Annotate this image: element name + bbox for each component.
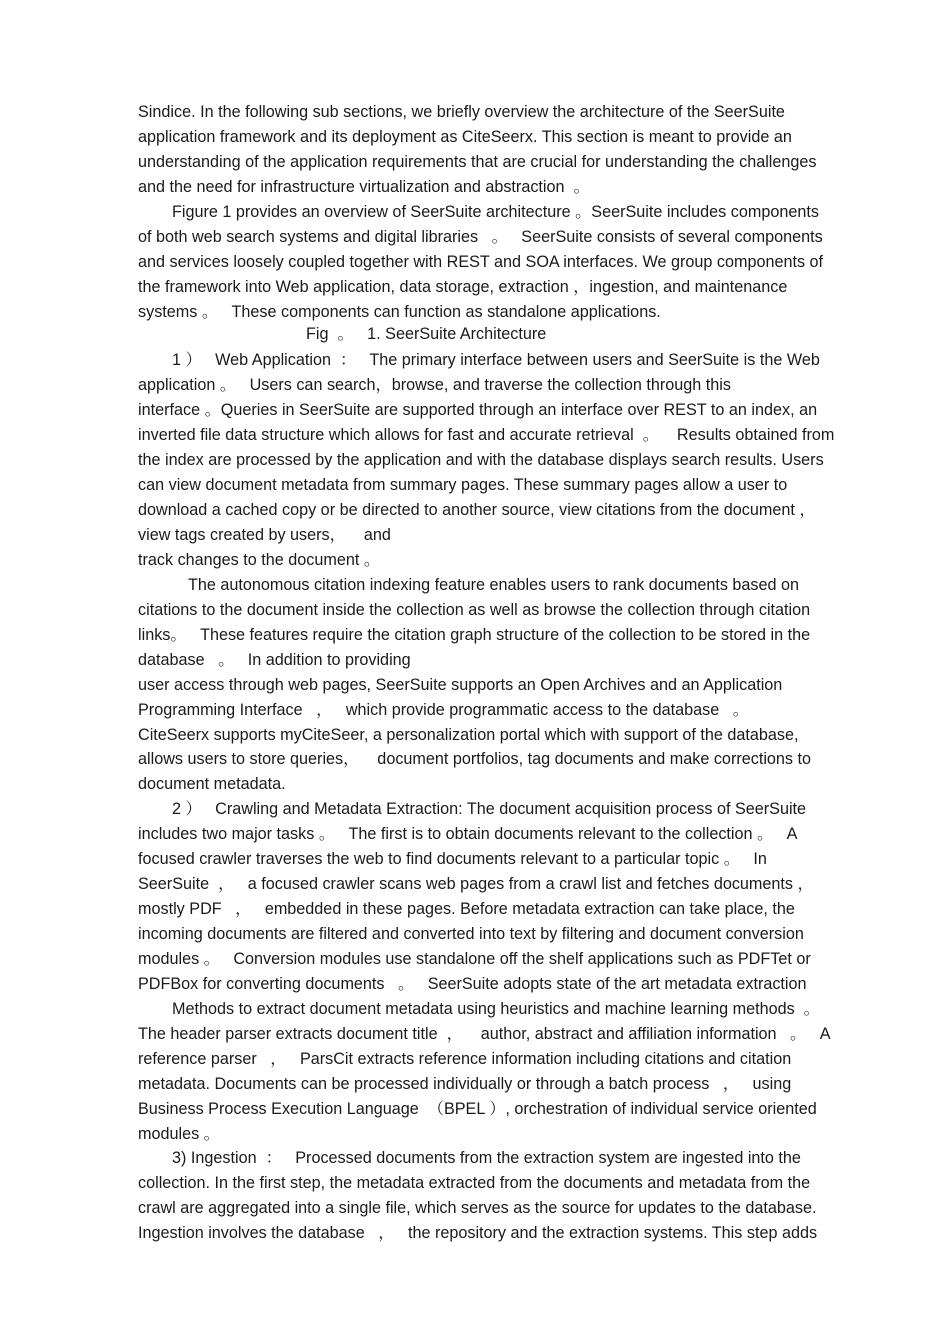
text-line: mostly PDF ， embedded in these pages. Before metadata extraction can take place, the: [138, 900, 795, 919]
text-line: Ingestion involves the database ， the repository and the extraction systems. This step adds: [138, 1224, 818, 1243]
text-line: modules 。: [138, 1124, 220, 1143]
text-line: Figure 1 provides an overview of SeerSuite architecture 。SeerSuite includes components: [172, 202, 819, 221]
text-line: incoming documents are filtered and converted into text by filtering and document conversion: [138, 925, 804, 943]
text-line: systems 。 These components can function as standalone applications.: [138, 302, 661, 321]
text-line: The autonomous citation indexing feature enables users to rank documents based on: [188, 575, 800, 594]
text-line: CiteSeerx supports myCiteSeer, a personalization portal which with support of the database,: [138, 725, 799, 744]
text-line: PDFBox for converting documents 。 SeerSuite adopts state of the art metadata extraction: [138, 974, 807, 993]
text-line: the index are processed by the application and with the database displays search results. Users: [138, 451, 824, 470]
text-line: view tags created by users， and: [138, 526, 391, 544]
text-line: interface 。Queries in SeerSuite are supported through an interface over REST to an index, an: [138, 401, 818, 420]
text-line: application 。 Users can search，browse, and traverse the collection through this: [138, 376, 731, 395]
text-line: database 。 In addition to providing: [138, 650, 411, 669]
text-line: and services loosely coupled together with REST and SOA interfaces. We group components of: [138, 252, 824, 271]
text-line: track changes to the document 。: [138, 550, 381, 569]
text-line: collection. In the first step, the metadata extracted from the documents and metadata from the: [138, 1174, 811, 1193]
text-line: allows users to store queries， document portfolios, tag documents and make corrections to: [138, 750, 812, 769]
text-line: Methods to extract document metadata using heuristics and machine learning methods 。: [172, 999, 820, 1018]
text-line: 1 ） Web Application ： The primary interface between users and SeerSuite is the Web: [172, 351, 820, 370]
text-line: the framework into Web application, data storage, extraction ，ingestion, and maintenance: [138, 277, 788, 296]
text-line: SeerSuite ， a focused crawler scans web pages from a crawl list and fetches documents ，: [138, 875, 814, 894]
text-line: reference parser ， ParsCit extracts reference information including citations and citation: [138, 1049, 792, 1068]
text-line: 2 ） Crawling and Metadata Extraction: The document acquisition process of SeerSuite: [172, 800, 807, 819]
text-line: application framework and its deployment as CiteSeerx. This section is meant to provide an: [138, 127, 792, 146]
text-line: The header parser extracts document title ， author, abstract and affiliation information 。 A: [138, 1024, 831, 1043]
text-line: document metadata.: [138, 775, 286, 794]
text-line: citations to the document inside the collection as well as browse the collection through citation: [138, 600, 811, 619]
text-line: inverted file data structure which allows for fast and accurate retrieval 。 Results obtained from: [138, 426, 835, 445]
text-line: download a cached copy or be directed to another source, view citations from the document ，: [138, 501, 816, 520]
text-line: links。 These features require the citation graph structure of the collection to be stored in the: [138, 625, 811, 644]
text-line: includes two major tasks 。 The first is to obtain documents relevant to the collection 。 A: [138, 825, 798, 844]
text-line: can view document metadata from summary pages. These summary pages allow a user to: [138, 476, 788, 495]
body-text: [138, 100, 878, 1246]
text-line: Programming Interface ， which provide programmatic access to the database 。: [138, 700, 749, 719]
text-line: metadata. Documents can be processed individually or through a batch process ， using: [138, 1074, 792, 1093]
text-line: focused crawler traverses the web to find documents relevant to a particular topic 。 In: [138, 850, 767, 869]
text-line: Sindice. In the following sub sections, we briefly overview the architecture of the SeerSuite: [138, 103, 785, 121]
text-line: and the need for infrastructure virtualization and abstraction 。: [138, 177, 590, 196]
text-line: understanding of the application requirements that are crucial for understanding the challenges: [138, 152, 817, 171]
text-line: 3) Ingestion ： Processed documents from the extraction system are ingested into the: [172, 1149, 801, 1168]
text-line: crawl are aggregated into a single file, which serves as the source for updates to the database.: [138, 1199, 817, 1218]
text-line: modules 。 Conversion modules use standalone off the shelf applications such as PDFTet or: [138, 949, 811, 968]
text-line: user access through web pages, SeerSuite supports an Open Archives and an Application: [138, 675, 783, 694]
text-line: Business Process Execution Language （BPEL ）, orchestration of individual service oriented: [138, 1099, 817, 1118]
figure-caption: Fig 。 1. SeerSuite Architecture: [306, 325, 547, 344]
text-line: of both web search systems and digital libraries 。 SeerSuite consists of several components: [138, 227, 823, 246]
